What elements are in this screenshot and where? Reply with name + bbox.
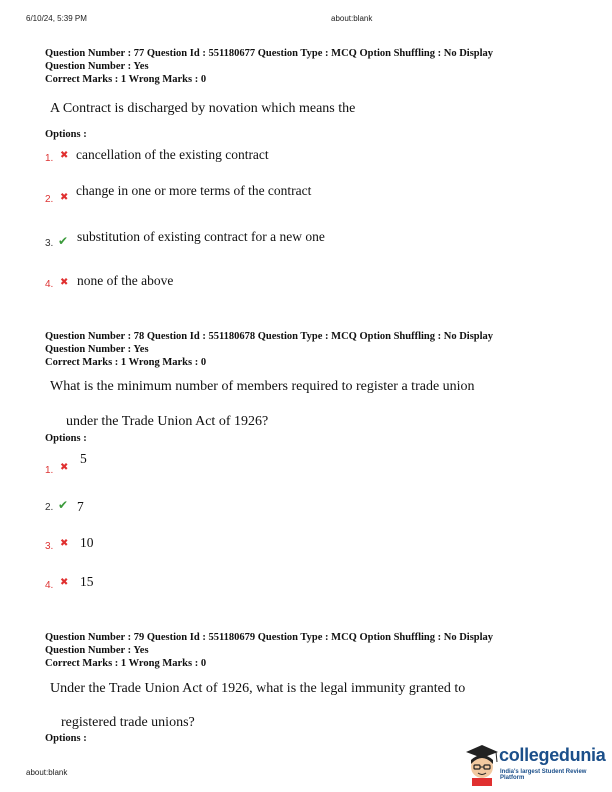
marks-line: Correct Marks : 1 Wrong Marks : 0 (45, 74, 207, 85)
option-text: none of the above (77, 273, 174, 288)
collegedunia-logo (460, 742, 612, 786)
option-number: 4. (45, 580, 54, 591)
option-number: 2. (45, 502, 54, 513)
option-text: substitution of existing contract for a new one (77, 229, 325, 244)
footer-url: about:blank (26, 768, 68, 777)
question-text-continued: under the Trade Union Act of 1926? (66, 414, 269, 429)
question-77 (45, 47, 585, 86)
graduate-mascot-icon (460, 742, 500, 786)
cross-icon: ✖ (60, 277, 69, 288)
option-number: 1. (45, 465, 54, 476)
options-label: Options : (45, 129, 87, 140)
question-text: What is the minimum number of members required to register a trade union (50, 379, 475, 394)
option-number: 1. (45, 153, 54, 164)
question-79 (45, 631, 585, 670)
question-meta-display: Question Number : Yes (45, 344, 149, 355)
marks-line: Correct Marks : 1 Wrong Marks : 0 (45, 357, 207, 368)
cross-icon: ✖ (60, 192, 69, 203)
option-number: 3. (45, 238, 54, 249)
option-number: 2. (45, 194, 54, 205)
question-meta: Question Number : 78 Question Id : 551180678 Question Type : MCQ Option Shuffling : No Display (45, 331, 494, 342)
option-text: 10 (80, 535, 94, 550)
cross-icon: ✖ (60, 462, 69, 473)
cross-icon: ✖ (60, 577, 69, 588)
option-number: 4. (45, 279, 54, 290)
print-datetime: 6/10/24, 5:39 PM (26, 14, 87, 23)
print-url: about:blank (331, 14, 373, 23)
option-text: change in one or more terms of the contract (76, 183, 312, 198)
option-text: 15 (80, 574, 94, 589)
question-text: A Contract is discharged by novation which means the (50, 101, 356, 116)
question-78 (45, 330, 585, 369)
question-meta-display: Question Number : Yes (45, 61, 149, 72)
option-text: cancellation of the existing contract (76, 147, 269, 162)
option-text: 7 (77, 499, 84, 514)
logo-tagline: India's largest Student Review Platform (500, 769, 587, 781)
logo-name: collegedunia (499, 745, 606, 765)
check-icon: ✔ (58, 234, 69, 248)
option-text: 5 (80, 451, 87, 466)
check-icon: ✔ (58, 498, 69, 512)
question-meta: Question Number : 79 Question Id : 551180679 Question Type : MCQ Option Shuffling : No Display (45, 632, 494, 643)
options-label: Options : (45, 733, 87, 744)
question-meta-display: Question Number : Yes (45, 645, 149, 656)
cross-icon: ✖ (60, 538, 69, 549)
cross-icon: ✖ (60, 150, 69, 161)
question-text: Under the Trade Union Act of 1926, what is the legal immunity granted to (50, 681, 466, 696)
option-number: 3. (45, 541, 54, 552)
marks-line: Correct Marks : 1 Wrong Marks : 0 (45, 658, 207, 669)
question-text-continued: registered trade unions? (61, 715, 195, 730)
options-label: Options : (45, 433, 87, 444)
question-meta: Question Number : 77 Question Id : 551180677 Question Type : MCQ Option Shuffling : No Display (45, 48, 494, 59)
